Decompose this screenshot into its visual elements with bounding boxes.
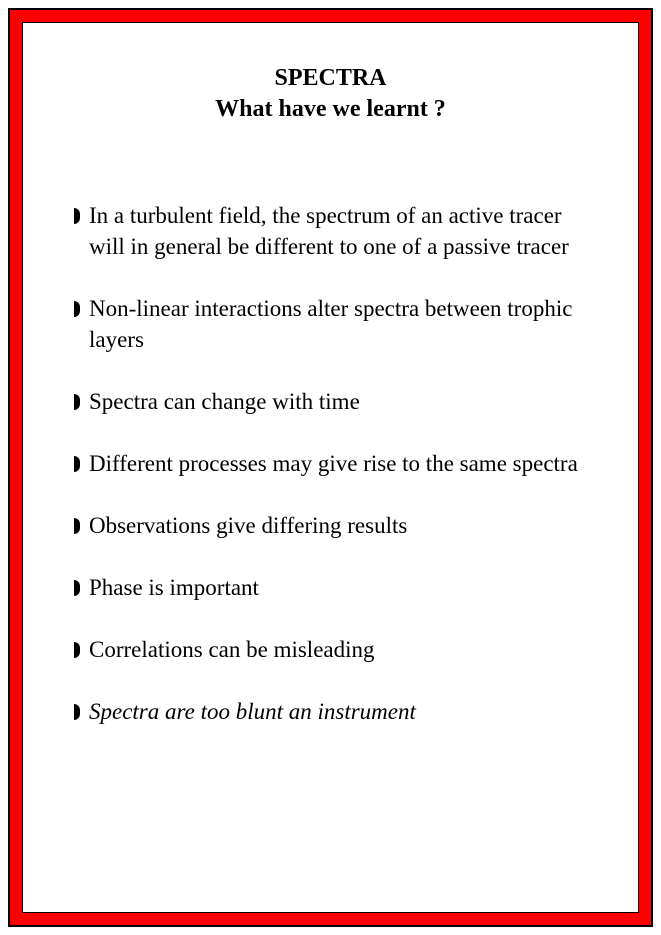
bullet-item-5 xyxy=(73,510,593,541)
red-slide-frame xyxy=(8,8,653,927)
slide-title xyxy=(23,63,638,125)
bullet-text-4: Different processes may give rise to the same spectra xyxy=(89,451,578,476)
bullet-text-8: Spectra are too blunt an instrument xyxy=(89,699,416,724)
bullet-item-8 xyxy=(73,696,593,727)
bullet-list xyxy=(73,200,593,758)
bullet-text-5: Observations give differing results xyxy=(89,513,408,538)
bullet-item-1 xyxy=(73,200,593,262)
bullet-text-6: Phase is important xyxy=(89,575,259,600)
bullet-item-7 xyxy=(73,634,593,665)
bullet-text-7: Correlations can be misleading xyxy=(89,637,375,662)
bullet-text-1: In a turbulent field, the spectrum of an active tracer will in general be different to one of a passive tracer xyxy=(89,203,569,259)
bullet-item-6 xyxy=(73,572,593,603)
bullet-item-2 xyxy=(73,293,593,355)
bullet-text-3: Spectra can change with time xyxy=(89,389,360,414)
bullet-text-2: Non-linear interactions alter spectra between trophic layers xyxy=(89,296,573,352)
bullet-item-4 xyxy=(73,448,593,479)
bullet-item-3 xyxy=(73,386,593,417)
title-line-1: SPECTRA xyxy=(274,65,387,91)
title-line-2: What have we learnt ? xyxy=(215,96,446,122)
slide-panel xyxy=(22,22,639,913)
